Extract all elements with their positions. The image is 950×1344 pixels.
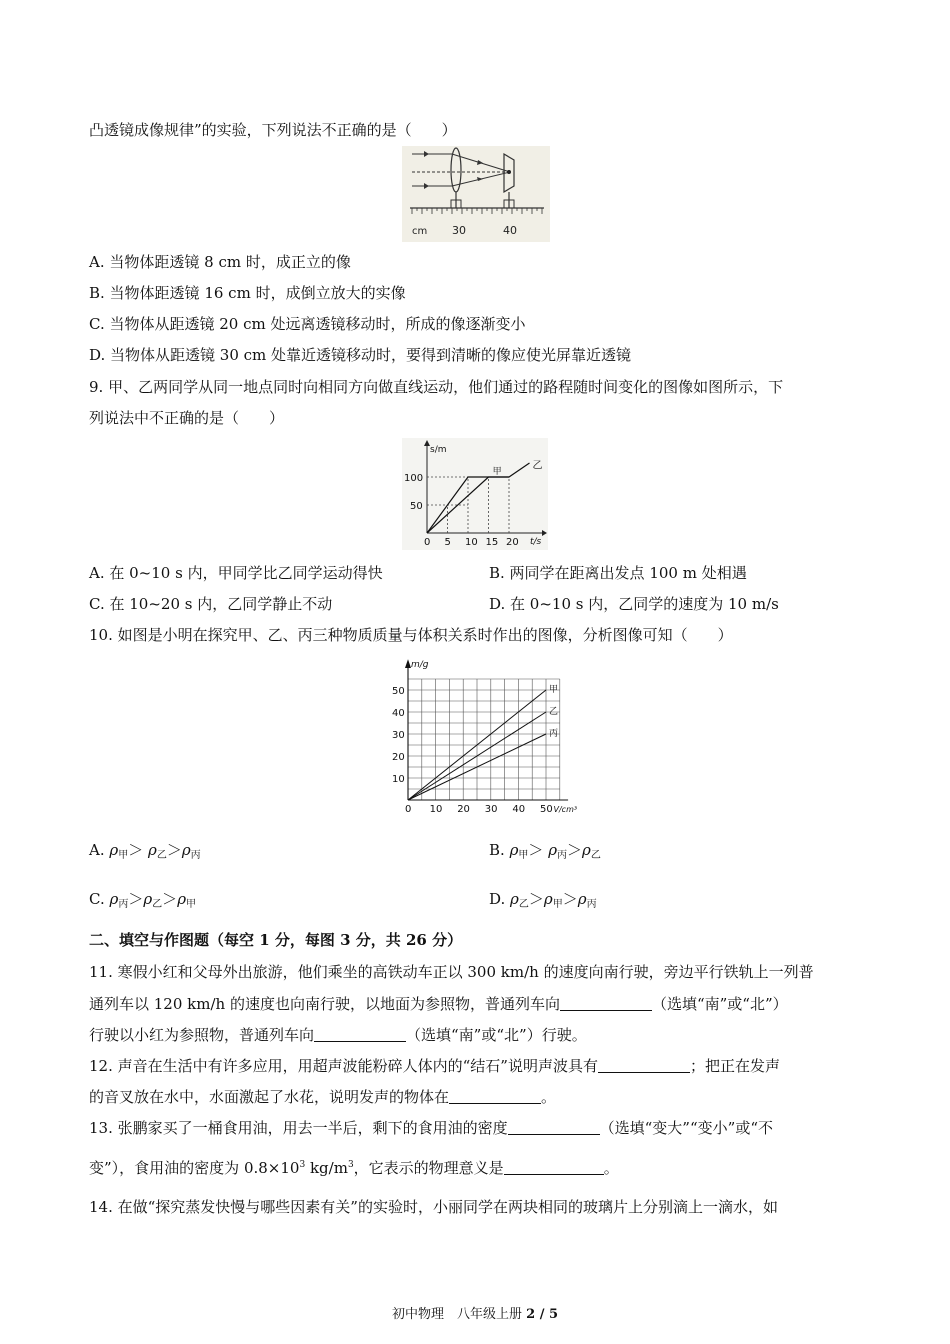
subscript: 甲 (552, 899, 563, 910)
x-tick-label: 40 (512, 804, 526, 815)
subscript: 甲 (186, 899, 197, 910)
q9-option-c: C. 在 10~20 s 内，乙同学静止不动 (89, 595, 333, 613)
q8-option-b: B. 当物体距透镜 16 cm 时，成倒立放大的实像 (89, 284, 406, 302)
q12-line2 (89, 1087, 556, 1107)
q11-line1: 11. 寒假小红和父母外出旅游，他们乘坐的高铁动车正以 300 km/h 的速度向南行驶，旁边平行铁轨上一列普 (89, 963, 814, 981)
q13-text: （选填“变大”“变小”或“不 (599, 1119, 773, 1137)
rho-symbol: ρ (181, 841, 191, 859)
x-tick-label: 10 (465, 537, 478, 548)
subscript: 甲 (118, 850, 129, 861)
subscript: 丙 (557, 850, 568, 861)
y-tick-label: 50 (392, 686, 405, 697)
x-tick-label: 20 (506, 537, 519, 548)
comparison-op: ＞ (128, 890, 144, 908)
y-tick-label: 100 (404, 473, 424, 484)
rho-symbol: ρ (177, 890, 187, 908)
answer-blank[interactable] (504, 1159, 604, 1175)
rho-symbol: ρ (148, 841, 157, 859)
q8-option-a: A. 当物体距透镜 8 cm 时，成正立的像 (89, 253, 351, 271)
subscript: 丙 (118, 899, 129, 910)
q12-text: ；把正在发声 (689, 1057, 780, 1075)
y-tick-label: 50 (410, 501, 423, 512)
series-label: 乙 (532, 460, 543, 472)
rho-symbol: ρ (510, 890, 519, 908)
series-label: 乙 (549, 707, 559, 717)
x-tick-label: 15 (485, 537, 499, 548)
rho-symbol: ρ (143, 890, 153, 908)
subscript: 甲 (518, 850, 529, 861)
q9-stem-line2: 列说法中不正确的是（ ） (89, 409, 285, 427)
comparison-op: ＞ (567, 841, 583, 859)
rho-symbol: ρ (548, 841, 558, 859)
q10-option-d (489, 889, 597, 915)
q13-text: ，它表示的物理意义是 (353, 1159, 504, 1177)
superscript: 3 (347, 1160, 354, 1170)
mass-volume-chart (376, 657, 578, 817)
y-axis-label: m/g (411, 660, 429, 670)
x-tick-label: 0 (405, 804, 412, 815)
q13-text: 变”），食用油的密度为 0.8×10 (89, 1159, 300, 1177)
subscript: 丙 (190, 850, 201, 861)
x-tick-label: 5 (444, 537, 451, 548)
comparison-op: ＞ (528, 841, 549, 859)
option-letter: B. (489, 841, 505, 859)
distance-time-chart (402, 438, 548, 550)
q10-stem: 10. 如图是小明在探究甲、乙、丙三种物质质量与体积关系时作出的图像，分析图像可知（ ） (89, 626, 733, 644)
q13-line1 (89, 1118, 773, 1138)
y-axis-label: s/m (430, 445, 447, 455)
x-tick-label: 50 (540, 804, 553, 815)
rho-symbol: ρ (582, 841, 591, 859)
comparison-op: ＞ (562, 890, 578, 908)
q10-option-c (89, 889, 196, 915)
q8-stem: 凸透镜成像规律”的实验，下列说法不正确的是（ ） (89, 121, 457, 139)
q11-text: 行驶以小红为参照物，普通列车向 (89, 1026, 315, 1044)
q9-option-a: A. 在 0~10 s 内，甲同学比乙同学运动得快 (89, 564, 383, 582)
series-label: 甲 (549, 685, 559, 695)
q13-text: 。 (603, 1159, 619, 1177)
y-tick-label: 40 (392, 708, 405, 719)
x-tick-label: 0 (424, 537, 431, 548)
q8-option-d: D. 当物体从距透镜 30 cm 处靠近透镜移动时，要得到清晰的像应使光屏靠近透镜 (89, 346, 632, 364)
ruler-tick-label-40: 40 (503, 224, 517, 237)
image-point (507, 170, 511, 174)
section-heading: 二、填空与作图题（每空 1 分，每图 3 分，共 26 分） (89, 931, 463, 949)
comparison-op: ＞ (128, 841, 148, 859)
lens-figure (402, 146, 550, 242)
x-tick-label: 10 (429, 804, 443, 815)
q10-option-a (89, 840, 201, 866)
x-tick-label: 20 (457, 804, 470, 815)
q12-line1 (89, 1056, 780, 1076)
answer-blank[interactable] (314, 1026, 406, 1042)
q11-line3 (89, 1025, 587, 1045)
comparison-op: ＞ (166, 841, 182, 859)
footer-text: 初中物理 八年级上册 (391, 1307, 527, 1322)
q11-line2 (89, 994, 788, 1014)
comparison-op: ＞ (162, 890, 178, 908)
y-tick-label: 20 (392, 752, 405, 763)
x-axis-label: t/s (530, 537, 542, 547)
q11-text: （选填“南”或“北”） (651, 995, 788, 1013)
q9-stem-line1: 9. 甲、乙两同学从同一地点同时向相同方向做直线运动，他们通过的路程随时间变化的图像如图所示，下 (89, 378, 784, 396)
answer-blank[interactable] (598, 1057, 690, 1073)
q13-text: 13. 张鹏家买了一桶食用油，用去一半后，剩下的食用油的密度 (89, 1119, 508, 1137)
rho-symbol: ρ (543, 890, 553, 908)
rho-symbol: ρ (109, 841, 119, 859)
option-letter: D. (489, 890, 506, 908)
q12-text: 。 (541, 1088, 557, 1106)
rho-symbol: ρ (509, 841, 519, 859)
series-label: 甲 (492, 467, 502, 477)
q11-text: 通列车以 120 km/h 的速度也向南行驶，以地面为参照物，普通列车向 (89, 995, 560, 1013)
q8-option-c: C. 当物体从距透镜 20 cm 处远离透镜移动时，所成的像逐渐变小 (89, 315, 526, 333)
q13-line2 (89, 1155, 619, 1178)
subscript: 乙 (152, 899, 163, 910)
q14-line1: 14. 在做“探究蒸发快慢与哪些因素有关”的实验时，小丽同学在两块相同的玻璃片上分别滴上一滴水，如 (89, 1198, 778, 1216)
page-number: 2 / 5 (526, 1307, 559, 1322)
q12-text: 12. 声音在生活中有许多应用，用超声波能粉碎人体内的“结石”说明声波具有 (89, 1057, 598, 1075)
q9-option-b: B. 两同学在距离出发点 100 m 处相遇 (489, 564, 747, 582)
x-axis-label: V/cm³ (553, 805, 578, 814)
option-letter: A. (89, 841, 105, 859)
rho-symbol: ρ (577, 890, 587, 908)
comparison-op: ＞ (528, 890, 544, 908)
answer-blank[interactable] (449, 1088, 541, 1104)
subscript: 乙 (590, 850, 601, 861)
y-tick-label: 30 (392, 730, 405, 741)
subscript: 乙 (156, 850, 167, 861)
answer-blank[interactable] (508, 1119, 600, 1135)
rho-symbol: ρ (109, 890, 119, 908)
page-footer (0, 1303, 950, 1322)
subscript: 丙 (586, 899, 597, 910)
subscript: 乙 (518, 899, 529, 910)
series-label: 丙 (549, 729, 559, 739)
q12-text: 的音叉放在水中，水面激起了水花，说明发声的物体在 (89, 1088, 450, 1106)
y-tick-label: 10 (392, 774, 405, 785)
x-tick-label: 30 (484, 804, 498, 815)
q13-text: kg/m (305, 1159, 348, 1177)
q10-option-b (489, 840, 601, 866)
option-letter: C. (89, 890, 105, 908)
q9-option-d: D. 在 0~10 s 内，乙同学的速度为 10 m/s (489, 595, 779, 613)
ruler-tick-label-30: 30 (452, 224, 466, 237)
q11-text: （选填“南”或“北”）行驶。 (406, 1026, 587, 1044)
answer-blank[interactable] (560, 995, 652, 1011)
superscript: 3 (299, 1160, 306, 1170)
ruler-unit: cm (412, 226, 428, 237)
